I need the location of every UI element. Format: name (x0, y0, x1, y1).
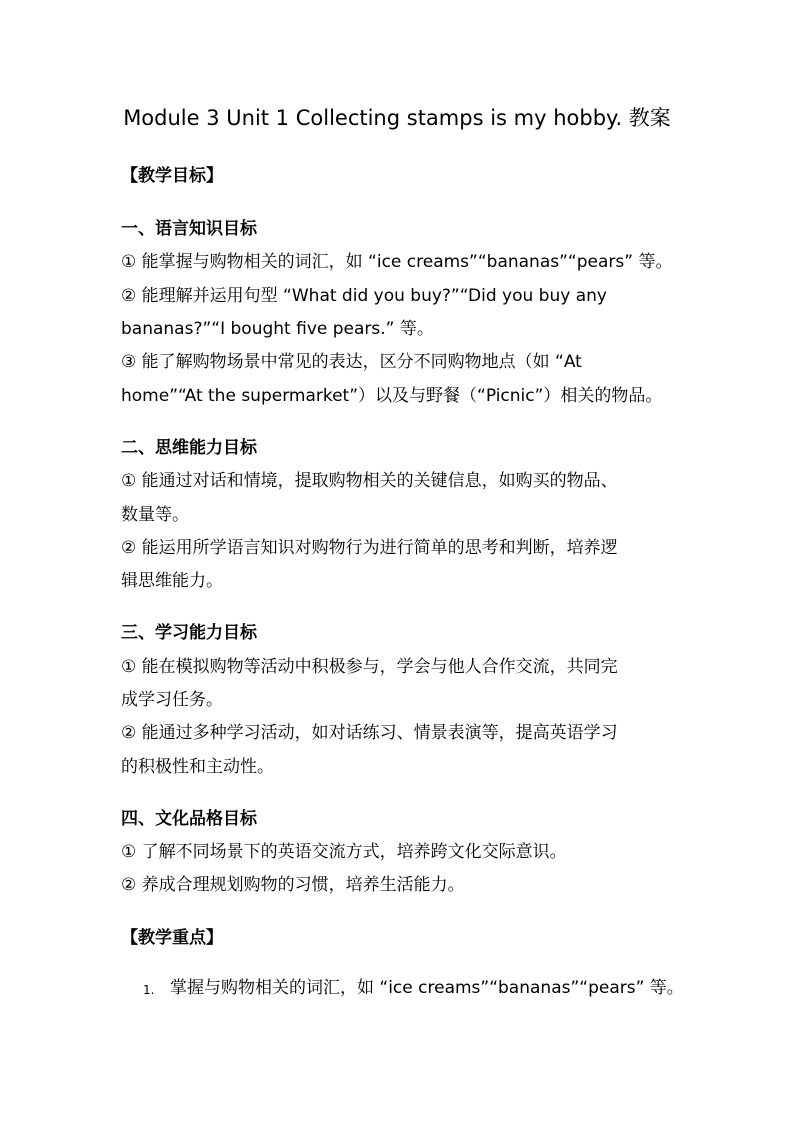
paragraph-line: home”“At the supermarket”）以及与野餐（“Picnic”）相关的物品。 (121, 386, 663, 406)
paragraph-line: 辑思维能力。 (121, 571, 223, 591)
paragraph-line: ① 能掌握与购物相关的词汇，如 “ice creams”“bananas”“pears” 等。 (121, 252, 673, 272)
section-heading-language: 一、语言知识目标 (121, 219, 257, 239)
paragraph-line: ① 能通过对话和情境，提取购物相关的关键信息，如购买的物品、 (121, 471, 618, 491)
paragraph-line: ② 养成合理规划购物的习惯，培养生活能力。 (121, 875, 465, 895)
section-heading-culture: 四、文化品格目标 (121, 809, 257, 829)
list-item-text: 掌握与购物相关的词汇，如 “ice creams”“bananas”“pears” 等。 (170, 978, 684, 998)
document-title: Module 3 Unit 1 Collecting stamps is my hobby. 教案 (123, 106, 671, 130)
paragraph-line: ② 能理解并运用句型 “What did you buy?”“Did you buy any (121, 286, 607, 306)
paragraph-line: ② 能运用所学语言知识对购物行为进行简单的思考和判断，培养逻 (121, 538, 618, 558)
section-heading-learning: 三、学习能力目标 (121, 623, 257, 643)
key-points-heading: 【教学重点】 (121, 928, 223, 948)
paragraph-line: bananas?”“I bought five pears.” 等。 (121, 319, 434, 339)
objectives-heading: 【教学目标】 (121, 166, 223, 186)
section-heading-thinking: 二、思维能力目标 (121, 438, 257, 458)
paragraph-line: ③ 能了解购物场景中常见的表达，区分不同购物地点（如 “At (121, 352, 582, 372)
paragraph-line: ① 了解不同场景下的英语交流方式，培养跨文化交际意识。 (121, 842, 567, 862)
paragraph-line: 成学习任务。 (121, 690, 223, 710)
list-item-number: 1. (143, 983, 155, 997)
paragraph-line: 数量等。 (121, 505, 189, 525)
paragraph-line: ① 能在模拟购物等活动中积极参与，学会与他人合作交流，共同完 (121, 657, 618, 677)
paragraph-line: ② 能通过多种学习活动，如对话练习、情景表演等，提高英语学习 (121, 723, 618, 743)
paragraph-line: 的积极性和主动性。 (121, 757, 274, 777)
